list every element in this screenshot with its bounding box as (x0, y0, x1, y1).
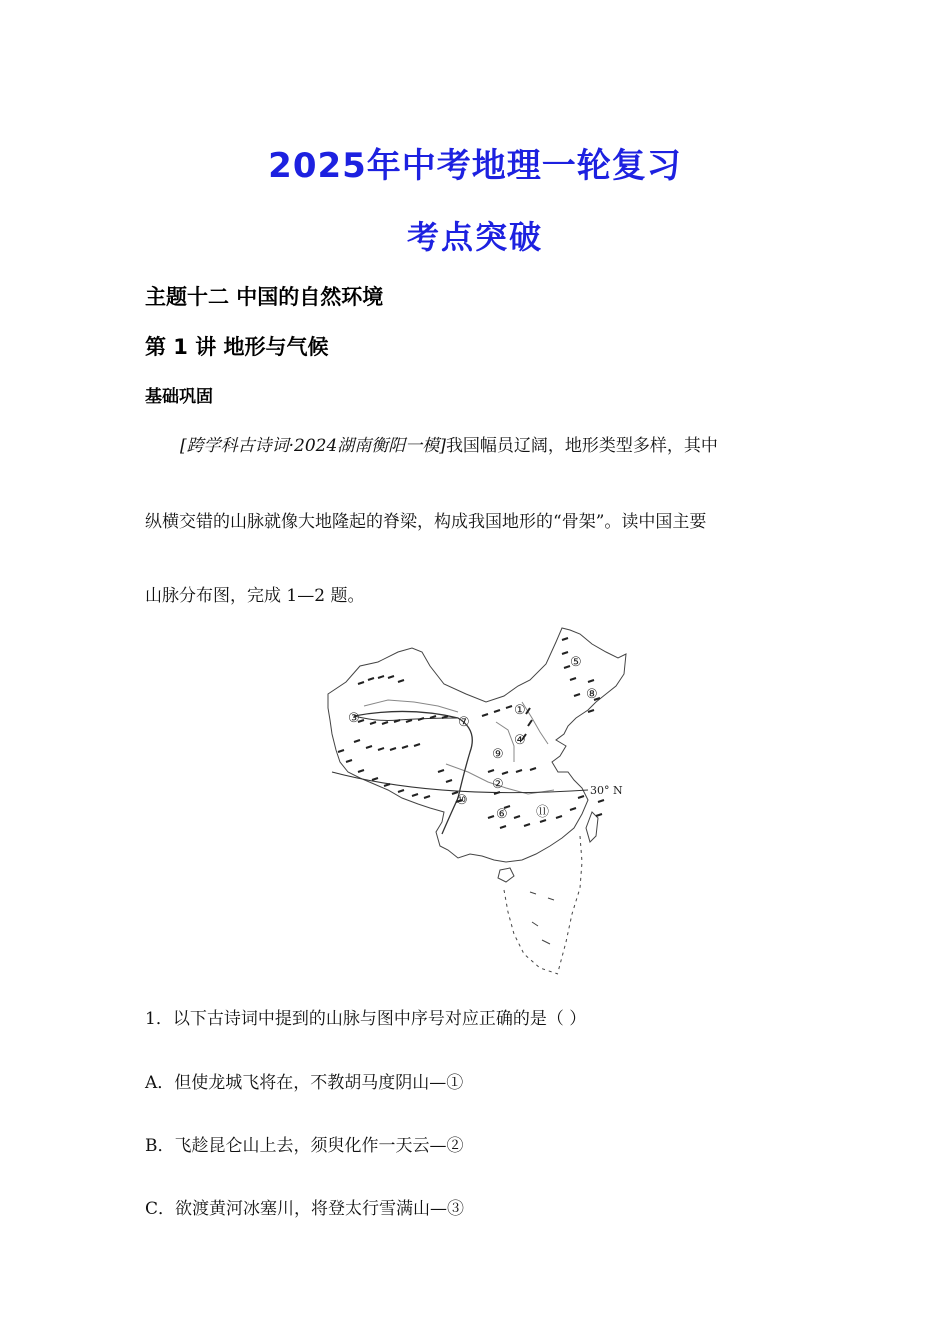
lecture-heading: 第 1 讲 地形与气候 (145, 335, 329, 359)
intro-line-2: 纵横交错的山脉就像大地隆起的脊梁，构成我国地形的“骨架”。读中国主要 (145, 512, 707, 532)
map-label-3: ③ (348, 711, 360, 726)
map-label-11: ⑪ (536, 805, 550, 820)
map-label-5: ⑤ (570, 655, 582, 670)
china-mountains-map (318, 622, 634, 984)
map-label-8: ⑧ (586, 687, 598, 702)
map-label-6: ⑥ (496, 807, 508, 822)
document-title: 2025年中考地理一轮复习 (268, 146, 682, 186)
question-1-option-b: B．飞趁昆仑山上去，须臾化作一天云—② (145, 1136, 464, 1156)
intro-text-1: 我国幅员辽阔，地形类型多样，其中 (445, 436, 718, 456)
map-label-2: ② (492, 777, 504, 792)
document-subtitle: 考点突破 (406, 218, 543, 256)
map-label-10: ⑩ (456, 793, 468, 808)
question-1-option-a: A．但使龙城飞将在，不教胡马度阴山—① (145, 1073, 464, 1093)
intro-line-1 (180, 431, 840, 456)
map-label-7: ⑦ (458, 715, 470, 730)
map-label-4: ④ (514, 733, 526, 748)
question-1-option-c: C．欲渡黄河冰塞川，将登太行雪满山—③ (145, 1199, 465, 1219)
question-1-stem: 1．以下古诗词中提到的山脉与图中序号对应正确的是（ ） (145, 1009, 587, 1029)
intro-line-3: 山脉分布图，完成 1—2 题。 (145, 586, 365, 606)
plateau-boundary-line (354, 711, 472, 834)
hainan-island (498, 868, 514, 882)
map-label-9: ⑨ (492, 747, 504, 762)
map-label-1: ① (514, 703, 526, 718)
latitude-label: 30° N (590, 784, 623, 797)
source-tag: [跨学科古诗词·2024湖南衡阳一模] (180, 436, 446, 456)
topic-heading: 主题十二 中国的自然环境 (145, 285, 384, 309)
section-heading: 基础巩固 (145, 387, 213, 407)
